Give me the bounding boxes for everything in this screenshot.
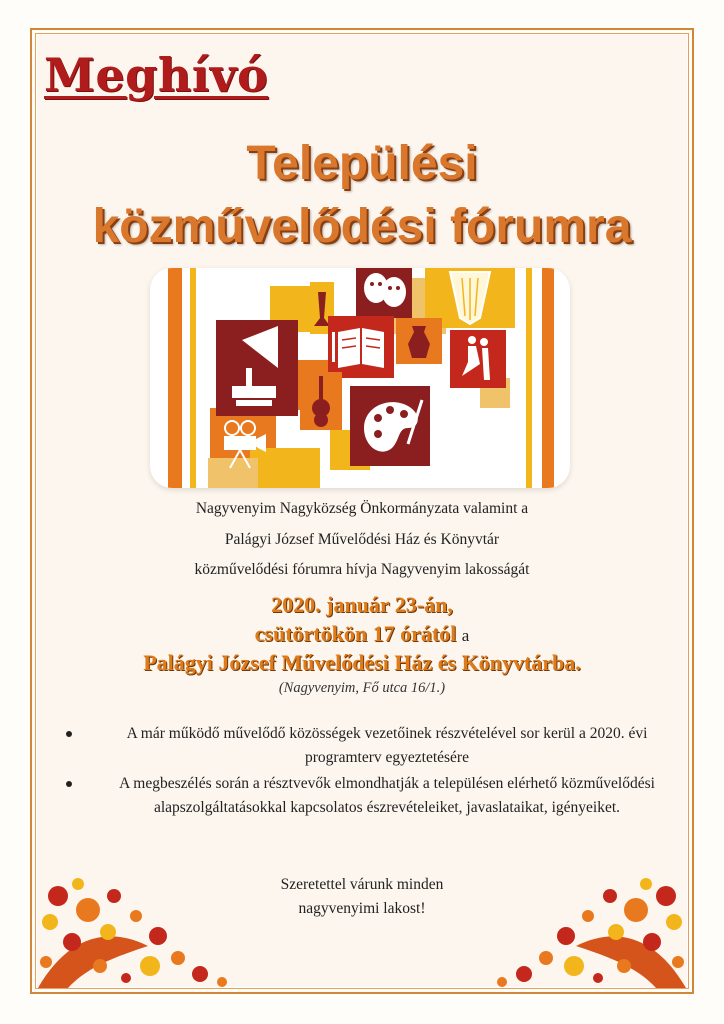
closing-line-1: Szeretettel várunk minden	[280, 876, 444, 893]
title-line-2: közművelődési fórumra	[92, 200, 632, 253]
agenda-item	[66, 772, 684, 820]
agenda-item	[66, 722, 684, 770]
event-time: csütörtökön 17 órától	[254, 621, 457, 646]
dancing-couple-icon	[450, 330, 506, 388]
bullet-icon	[66, 781, 72, 787]
theater-masks-icon	[356, 268, 412, 318]
corner-ornament-right	[486, 866, 686, 988]
event-venue: Palágyi József Művelődési Ház és Könyvtárba.	[143, 650, 581, 675]
title-line-1: Települési	[246, 137, 478, 190]
closing-line-2: nagyvenyimi lakost!	[298, 900, 426, 917]
agenda-item-text: A már működő művelődő közösségek vezetőinek részvételével sor kerül a 2020. évi programterv egyeztetésére	[126, 725, 648, 766]
intro-line-3: közművelődési fórumra hívja Nagyvenyim lakosságát	[194, 561, 530, 578]
event-address: (Nagyvenyim, Fő utca 16/1.)	[278, 680, 446, 696]
intro-line-1: Nagyvenyim Nagyközség Önkormányzata valamint a	[195, 500, 529, 517]
event-connector: a	[461, 626, 470, 645]
palette-icon	[350, 386, 430, 466]
event-date: 2020. január 23-án,	[271, 592, 453, 617]
event-time-line	[0, 621, 724, 647]
agenda-item-text: A megbeszélés során a résztvevők elmondhatják a településen elérhető közművelődési alapszolgáltatásokkal kapcsolatos észrevételeiket, javaslataikat, igényeiket.	[119, 775, 655, 816]
bullet-icon	[66, 731, 72, 737]
agenda-list	[66, 722, 684, 822]
intro-line-2: Palágyi József Művelődési Ház és Könyvtár	[224, 531, 500, 548]
corner-ornament-left	[38, 866, 238, 988]
guitar-icon	[300, 372, 342, 430]
culture-banner-image	[150, 268, 570, 488]
vase-icon	[396, 318, 442, 364]
open-book-icon	[328, 316, 394, 378]
invitation-label: Meghívó	[44, 48, 269, 102]
gramophone-icon	[216, 320, 298, 416]
